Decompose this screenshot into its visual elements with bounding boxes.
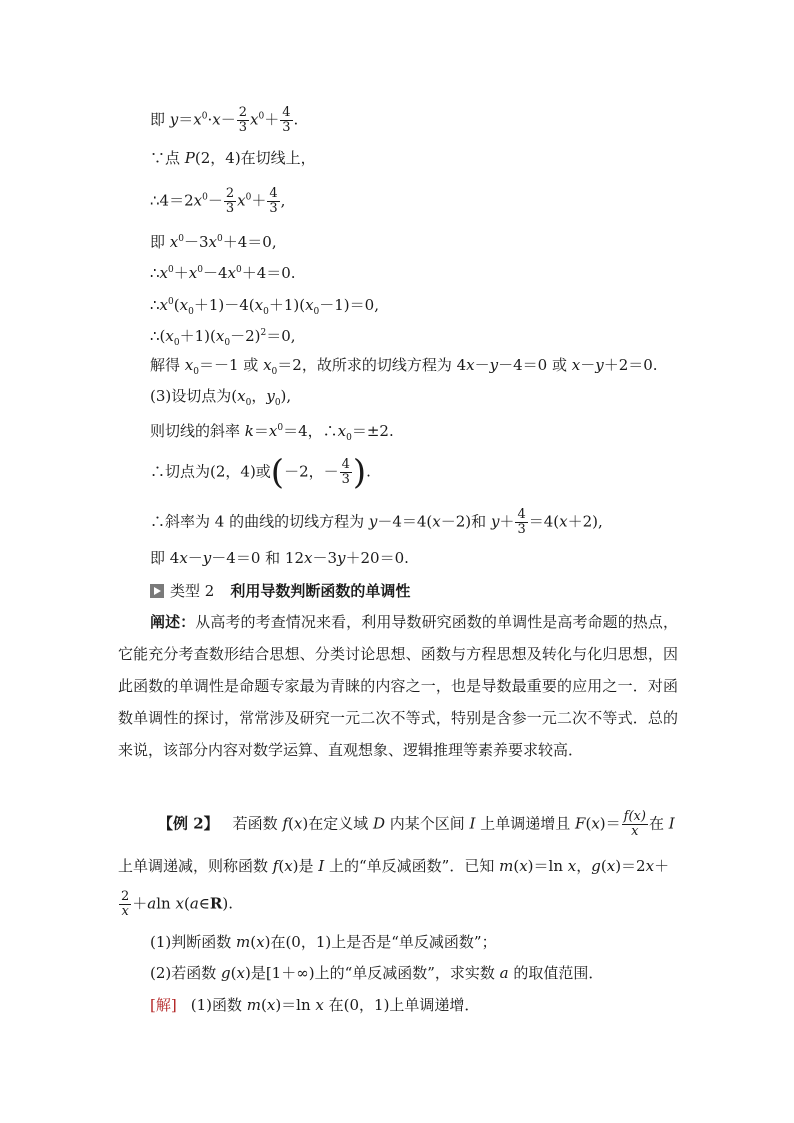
var: x — [284, 857, 293, 875]
intro-paragraph — [118, 606, 678, 766]
equation-line-8 — [150, 355, 658, 382]
equation-line-13 — [150, 548, 409, 568]
fraction — [280, 106, 292, 135]
text: －1)＝0, — [319, 296, 379, 314]
text: ∴斜率为 4 的曲线的切线方程为 — [150, 512, 369, 531]
var: y — [266, 387, 275, 405]
var: y — [490, 512, 500, 531]
sup: 2 — [260, 328, 267, 338]
var: x — [179, 549, 188, 567]
var: k — [244, 422, 254, 440]
text: ＋ — [499, 512, 515, 531]
text: ＋4＝0. — [241, 264, 296, 282]
var: x — [208, 233, 217, 251]
fraction — [119, 890, 131, 919]
question-1 — [150, 932, 497, 952]
text: (3)设切点为( — [150, 387, 238, 405]
section-header — [150, 580, 410, 602]
text: ＋ — [654, 857, 670, 875]
var: x — [466, 356, 475, 374]
example-line-3 — [118, 890, 233, 919]
sup: 0 — [168, 265, 174, 275]
numerator: 2 — [238, 105, 248, 120]
text: ( — [600, 857, 607, 875]
var: x — [305, 296, 314, 314]
equation-line-6 — [150, 292, 379, 322]
text: ∴ — [150, 264, 160, 282]
var: m — [236, 933, 251, 951]
numerator: 2 — [121, 889, 130, 904]
section-title: 利用导数判断函数的单调性 — [230, 582, 411, 600]
var: y — [368, 512, 378, 531]
var: x — [432, 512, 441, 531]
sup: 0 — [217, 234, 223, 244]
solution-line-1 — [150, 995, 479, 1015]
sub: 0 — [346, 433, 352, 443]
sup: 0 — [258, 111, 265, 122]
equation-line-11 — [150, 452, 371, 493]
text: (1)判断函数 — [150, 933, 237, 951]
fraction — [237, 106, 249, 135]
var: x — [193, 191, 203, 210]
text: . — [366, 462, 371, 481]
text: ＋4＝0, — [222, 233, 277, 251]
var: x — [304, 549, 313, 567]
numerator: 2 — [225, 186, 235, 201]
text: ∵点 — [150, 149, 185, 167]
text: )在(0，1)上是否是“单反减函数”； — [264, 933, 497, 951]
var: x — [519, 857, 528, 875]
text: ＋20＝0. — [345, 549, 409, 567]
var: I — [318, 857, 325, 875]
example-line-1 — [158, 810, 675, 839]
text: )是[1＋∞)上的“单反减函数”，求实数 — [244, 964, 500, 982]
equation-line-10 — [150, 418, 394, 448]
text: )＝ — [599, 814, 621, 833]
var: x — [559, 512, 568, 531]
text: ＋1)( — [268, 296, 306, 314]
text: ), — [280, 387, 292, 405]
denominator: x — [121, 904, 129, 919]
text: ( — [585, 814, 592, 833]
fraction — [622, 810, 648, 839]
var: x — [266, 996, 276, 1014]
text: 上单调递增且 — [475, 814, 576, 833]
text: ＝2，故所求的切线方程为 4 — [277, 356, 467, 374]
text: 上单调递减，则称函数 — [118, 857, 273, 875]
example-tag: 【例 2】 — [158, 814, 219, 833]
denominator: 3 — [341, 472, 350, 487]
text: ( — [260, 996, 267, 1014]
example-line-2 — [118, 856, 669, 876]
text: － — [187, 549, 203, 567]
text: )＝2 — [615, 857, 646, 875]
equation-line-12 — [150, 508, 603, 537]
text: ∴ — [150, 296, 160, 314]
text: 在(0，1)上单调递增． — [323, 996, 480, 1014]
numerator: 4 — [269, 186, 278, 201]
denominator: 3 — [282, 120, 291, 135]
text: ∴4＝2 — [150, 191, 194, 210]
var: x — [237, 387, 246, 405]
text: 解得 — [150, 356, 185, 374]
var: x — [268, 422, 278, 440]
numerator: 4 — [517, 507, 526, 522]
text: ∈ — [198, 894, 210, 913]
text: ( — [250, 933, 257, 951]
text: ＋ — [132, 894, 148, 913]
denominator: 3 — [517, 522, 526, 537]
numerator: 4 — [282, 105, 291, 120]
text: ∴( — [150, 327, 166, 345]
equation-line-2 — [150, 148, 316, 168]
text: － — [207, 191, 223, 210]
var: I — [668, 814, 675, 833]
text: 即 — [150, 110, 170, 129]
fraction — [224, 187, 236, 216]
var: x — [237, 191, 246, 210]
fraction — [340, 458, 352, 487]
sub: 0 — [188, 307, 194, 317]
text: －4 — [202, 264, 228, 282]
var: x — [165, 327, 174, 345]
var: x — [293, 814, 303, 833]
var: x — [193, 110, 202, 129]
var: R — [209, 894, 223, 913]
text: －2) — [230, 327, 261, 345]
numerator: f(x) — [623, 809, 646, 824]
text: . — [293, 110, 299, 129]
play-triangle-icon — [150, 584, 164, 598]
var: m — [499, 857, 514, 875]
var: x — [236, 964, 245, 982]
text: ( — [230, 964, 237, 982]
text: ＋1)( — [179, 327, 216, 345]
var: g — [591, 857, 601, 875]
text: －4＝0 或 — [498, 356, 572, 374]
var: x — [254, 296, 264, 314]
text: (2)若函数 — [150, 964, 222, 982]
var: x — [227, 264, 236, 282]
text: ＝ — [178, 110, 194, 129]
var: D — [372, 814, 385, 833]
equation-line-4 — [150, 229, 277, 252]
var: y — [169, 110, 179, 129]
text: 即 — [150, 233, 170, 251]
equation-line-7 — [150, 323, 296, 353]
text: ＋2＝0. — [603, 356, 658, 374]
solution-tag: [解] — [150, 996, 177, 1014]
sub: 0 — [271, 367, 278, 377]
var: a — [499, 964, 509, 982]
var: a — [189, 894, 199, 913]
text: ( — [183, 894, 190, 913]
equation-line-9 — [150, 386, 291, 413]
text: )是 — [292, 857, 319, 875]
var: I — [469, 814, 476, 833]
text: －2)和 — [440, 512, 491, 531]
sup: 0 — [178, 234, 184, 244]
var: x — [212, 110, 221, 129]
text: ＋1)－4( — [193, 296, 255, 314]
text: ＝0, — [266, 327, 296, 345]
fraction — [267, 187, 279, 216]
section-label: 类型 2 — [170, 582, 215, 600]
var: f — [272, 857, 279, 875]
var: x — [179, 296, 189, 314]
paren: ) — [352, 452, 367, 493]
text: (1)函数 — [190, 996, 247, 1014]
text: 若函数 — [232, 814, 283, 833]
text: 在 — [648, 814, 669, 833]
sub: 0 — [263, 307, 269, 317]
paren: ( — [270, 452, 285, 493]
text: 即 4 — [150, 549, 180, 567]
text: )＝ln — [527, 857, 568, 875]
text: － — [580, 356, 596, 374]
var: a — [147, 894, 157, 913]
text: ＝4( — [528, 512, 560, 531]
fraction — [515, 508, 527, 537]
var: y — [337, 549, 346, 567]
sub: 0 — [224, 338, 231, 348]
var: x — [645, 857, 655, 875]
text: (2，4)在切线上， — [194, 149, 316, 167]
equation-line-1 — [150, 106, 298, 135]
var: x — [571, 356, 581, 374]
var: x — [184, 356, 194, 374]
var: y — [489, 356, 499, 374]
text: 内某个区间 — [385, 814, 470, 833]
sup: 0 — [235, 265, 242, 275]
var: x — [567, 857, 577, 875]
text: ＋2), — [567, 512, 603, 531]
sub: 0 — [173, 338, 180, 348]
sup: 0 — [245, 192, 252, 203]
var: f — [282, 814, 289, 833]
text: ＋ — [251, 191, 267, 210]
denominator: x — [631, 824, 639, 839]
text: )＝ln — [275, 996, 316, 1014]
text: , — [280, 191, 286, 210]
text: －3 — [312, 549, 338, 567]
text: －3 — [183, 233, 209, 251]
var: m — [246, 996, 261, 1014]
equation-line-3 — [150, 187, 285, 216]
text: ( — [288, 814, 294, 833]
numerator: 4 — [341, 457, 350, 472]
sub: 0 — [313, 307, 320, 317]
sub: 0 — [274, 398, 281, 408]
sup: 0 — [202, 192, 208, 203]
var: x — [250, 110, 259, 129]
text: ln — [156, 894, 176, 913]
var: y — [202, 549, 212, 567]
text: －2，－ — [284, 462, 339, 481]
text: ＋ — [264, 110, 280, 129]
sup: 0 — [201, 111, 208, 122]
var: g — [221, 964, 231, 982]
var: x — [188, 264, 198, 282]
text: 则切线的斜率 — [150, 422, 245, 440]
var: x — [606, 857, 616, 875]
var: P — [184, 149, 195, 167]
var: x — [263, 356, 272, 374]
text: ＝4，∴ — [283, 422, 338, 440]
intro-body: 从高考的考查情况来看，利用导数研究函数的单调性是高考命题的热点，它能充分考查数形结合思想、分类讨论思想、函数与方程思想及转化与化归思想，因此函数的单调性是命题专家最为青睐的内容之一，也是导数最重要的应用之一．对函数单调性的探讨，常常涉及研究一元二次不等式，特别是含参一元二次不等式．总的来说，该部分内容对数学运算、直观想象、逻辑推理等素养要求较高． — [118, 613, 678, 759]
text: ， — [576, 857, 592, 875]
text: －4＝0 和 12 — [211, 549, 304, 567]
question-2 — [150, 963, 603, 983]
var: x — [169, 233, 179, 251]
var: x — [175, 894, 184, 913]
text: )在定义域 — [302, 814, 373, 833]
sub: 0 — [193, 367, 199, 377]
var: x — [159, 296, 169, 314]
var: x — [337, 422, 347, 440]
text: ＋ — [173, 264, 189, 282]
sub: 0 — [245, 398, 252, 408]
var: x — [315, 996, 324, 1014]
text: · — [207, 110, 213, 129]
var: F — [575, 814, 586, 833]
denominator: 3 — [225, 201, 235, 216]
var: x — [215, 327, 225, 345]
sup: 0 — [277, 423, 284, 433]
text: － — [474, 356, 490, 374]
text: ＝ — [253, 422, 269, 440]
intro-lead: 阐述： — [150, 613, 196, 631]
text: ， — [251, 387, 267, 405]
equation-line-5 — [150, 260, 296, 283]
text: － — [220, 110, 236, 129]
text: －4＝4( — [377, 512, 433, 531]
var: x — [256, 933, 265, 951]
text: ). — [222, 894, 233, 913]
text: ( — [278, 857, 285, 875]
text: ( — [173, 296, 180, 314]
denominator: 3 — [269, 201, 278, 216]
text: ( — [513, 857, 520, 875]
text: ＝±2. — [351, 422, 394, 440]
sup: 0 — [197, 265, 203, 275]
var: y — [595, 356, 604, 374]
text: 的取值范围． — [508, 964, 604, 982]
denominator: 3 — [238, 120, 248, 135]
sup: 0 — [168, 297, 174, 307]
text: ＝－1 或 — [198, 356, 264, 374]
text: 上的“单反减函数”．已知 — [324, 857, 500, 875]
var: x — [159, 264, 169, 282]
text: ∴切点为(2，4)或 — [150, 462, 271, 481]
var: x — [591, 814, 600, 833]
